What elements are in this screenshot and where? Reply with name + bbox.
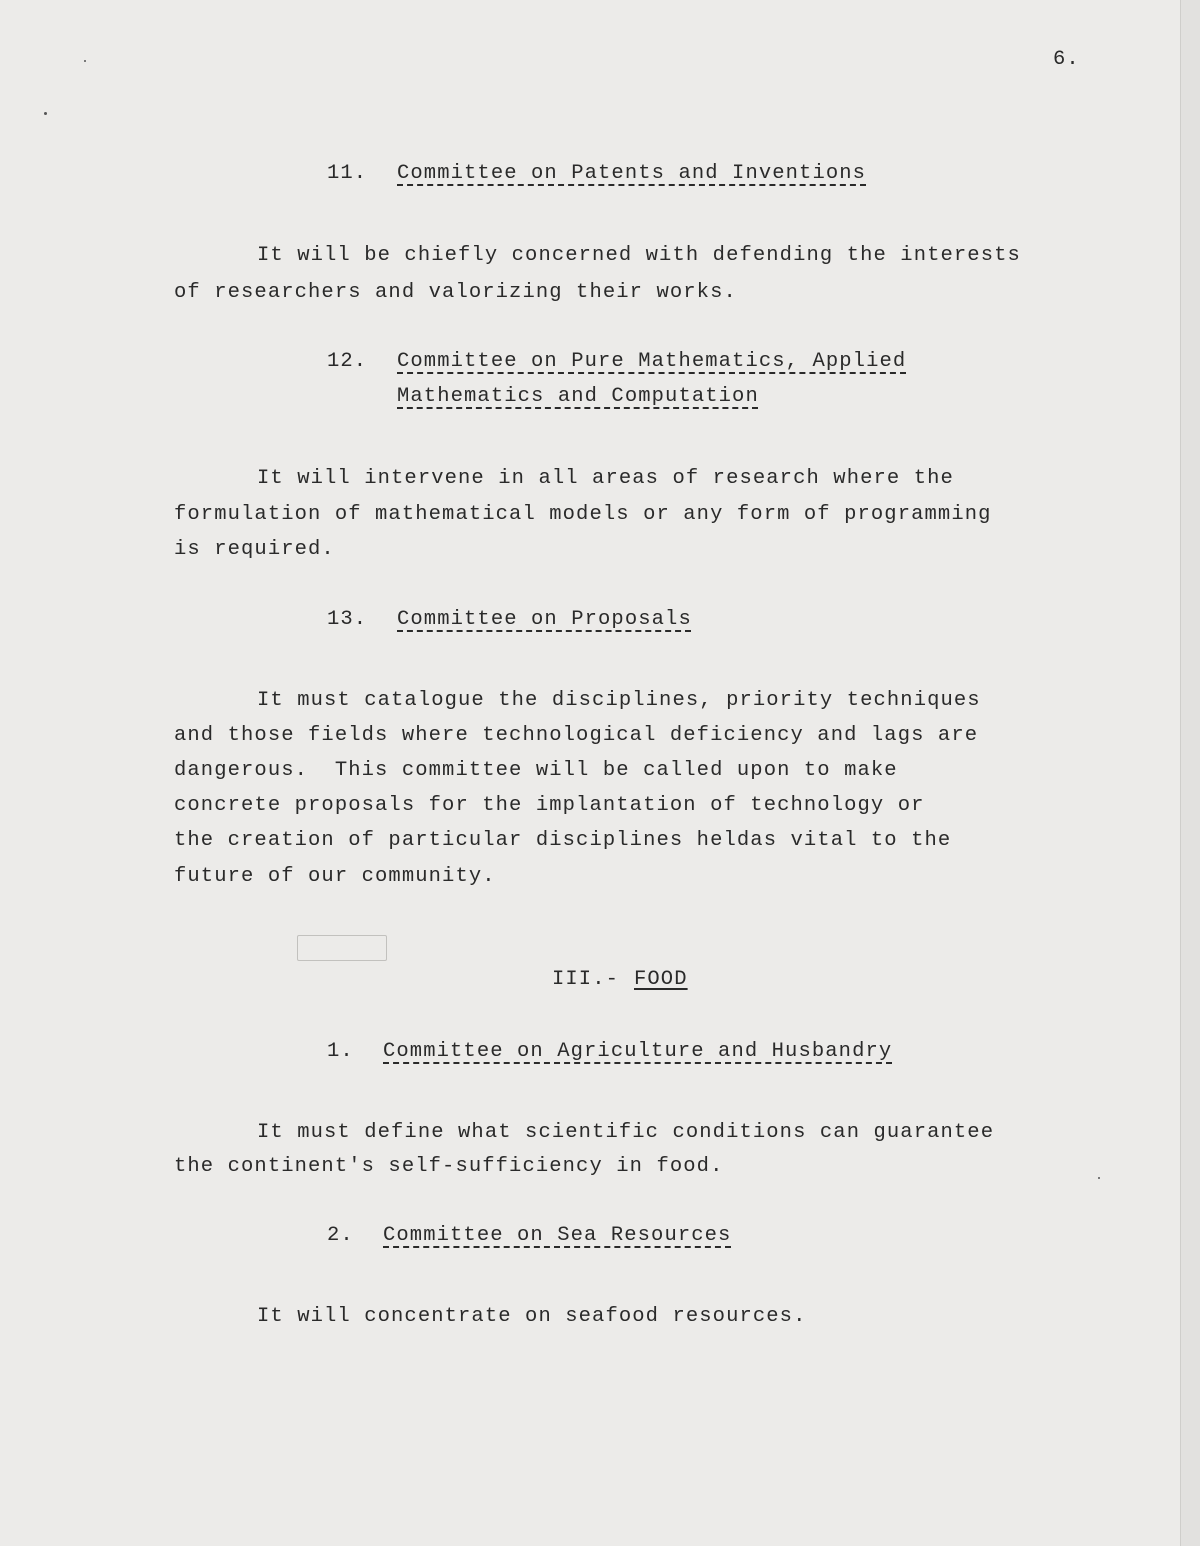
page-number: 6. (1053, 48, 1080, 71)
section-13-body-line: concrete proposals for the implantation of technology or (174, 794, 925, 817)
section-13-body-line: the creation of particular disciplines heldas vital to the (174, 829, 952, 852)
section-13-title: Committee on Proposals (397, 608, 692, 631)
page-edge (1180, 0, 1200, 1546)
part-prefix: III.- (552, 968, 620, 991)
section-12-body-line: It will intervene in all areas of research where the (257, 467, 954, 490)
food-section-2-title: Committee on Sea Resources (383, 1224, 732, 1247)
ink-speck (84, 60, 86, 62)
section-12-number: 12. (327, 350, 368, 373)
part-title: FOOD (634, 968, 688, 991)
food-section-1-body-line: It must define what scientific conditions can guarantee (257, 1121, 995, 1144)
section-13-body-line: dangerous. This committee will be called upon to make (174, 759, 898, 782)
section-13-number: 13. (327, 608, 368, 631)
section-13-body-line: and those fields where technological deficiency and lags are (174, 724, 979, 747)
food-section-1-body-line: the continent's self-sufficiency in food. (174, 1155, 724, 1178)
section-11-body-line: of researchers and valorizing their works. (174, 281, 737, 304)
food-section-2-number: 2. (327, 1224, 354, 1247)
ink-speck (44, 112, 47, 115)
ink-speck (1098, 1177, 1100, 1179)
section-11-number: 11. (327, 162, 368, 185)
section-12-body-line: is required. (174, 538, 335, 561)
food-section-1-title: Committee on Agriculture and Husbandry (383, 1040, 893, 1063)
section-13-body-line: It must catalogue the disciplines, priority techniques (257, 689, 981, 712)
section-11-title: Committee on Patents and Inventions (397, 162, 867, 185)
food-section-1-number: 1. (327, 1040, 354, 1063)
section-12-title-line: Mathematics and Computation (397, 385, 759, 408)
section-11-body-line: It will be chiefly concerned with defending the interests (257, 244, 1021, 267)
food-section-2-body-line: It will concentrate on seafood resources. (257, 1305, 807, 1328)
faint-stamp-box (297, 935, 387, 961)
section-12-title-line: Committee on Pure Mathematics, Applied (397, 350, 907, 373)
section-13-body-line: future of our community. (174, 865, 496, 888)
section-12-body-line: formulation of mathematical models or any form of programming (174, 503, 992, 526)
